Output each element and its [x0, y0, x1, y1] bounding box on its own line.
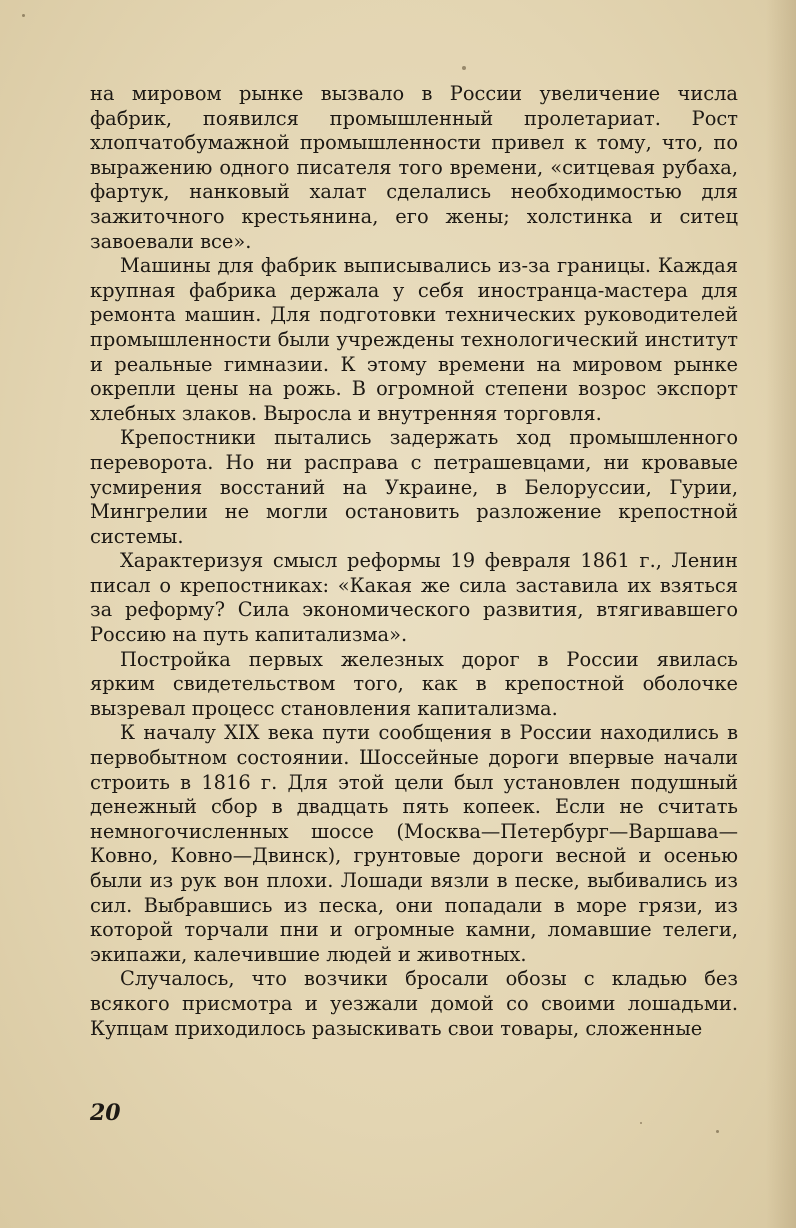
paragraph-5: Постройка первых железных дорог в России явилась ярким свидетельством того, как в крепостной оболочке вызревал процесс становления капитализма. [90, 647, 738, 720]
page-number: 20 [90, 1100, 121, 1126]
paragraph-6: К началу XIX века пути сообщения в России находились в первобытном состоянии. Шоссейные дороги впервые начали строить в 1816 г. Для этой цели был установлен подушный денежный сбор в двадцать пять копеек. Если не считать немногочисленных шоссе (Москва—Петербург—Варшава—Ковно, Ковно—Двинск), грунтовые дороги весной и осенью были из рук вон плохи. Лошади вязли в песке, выбивались из сил. Выбравшись из песка, они попадали в море грязи, из которой торчали пни и огромные камни, ломавшие телеги, экипажи, калечившие людей и животных. [90, 721, 738, 966]
body-text [90, 82, 738, 1041]
paragraph-7: Случалось, что возчики бросали обозы с кладью без всякого присмотра и уезжали домой со своими лошадьми. Купцам приходилось разыскивать свои товары, сложенные [90, 967, 738, 1040]
paragraph-1: на мировом рынке вызвало в России увеличение числа фабрик, появился промышленный пролетариат. Рост хлопчатобумажной промышленности привел к тому, что, по выражению одного писателя того времени, «ситцевая рубаха, фартук, нанковый халат сделались необходимостью для зажиточного крестьянина, его жены; холстинка и ситец завоевали все». [90, 82, 738, 253]
paragraph-3: Крепостники пытались задержать ход промышленного переворота. Но ни расправа с петрашевцами, ни кровавые усмирения восстаний на Украине, в Белоруссии, Гурии, Мингрелии не могли остановить разложение крепостной системы. [90, 426, 738, 548]
paragraph-4: Характеризуя смысл реформы 19 февраля 1861 г., Ленин писал о крепостниках: «Какая же сила заставила их взяться за реформу? Сила экономического развития, втягивавшего Россию на путь капитализма». [90, 549, 738, 647]
paper-speck [716, 1130, 719, 1133]
paper-speck [22, 14, 25, 17]
paper-speck [640, 1122, 642, 1124]
paper-speck [462, 66, 466, 70]
paragraph-2: Машины для фабрик выписывались из-за границы. Каждая крупная фабрика держала у себя иностранца-мастера для ремонта машин. Для подготовки технических руководителей промышленности были учреждены технологический институт и реальные гимназии. К этому времени на мировом рынке окрепли цены на рожь. В огромной степени возрос экспорт хлебных злаков. Выросла и внутренняя торговля. [90, 254, 738, 425]
page-edge-shadow [766, 0, 796, 1228]
